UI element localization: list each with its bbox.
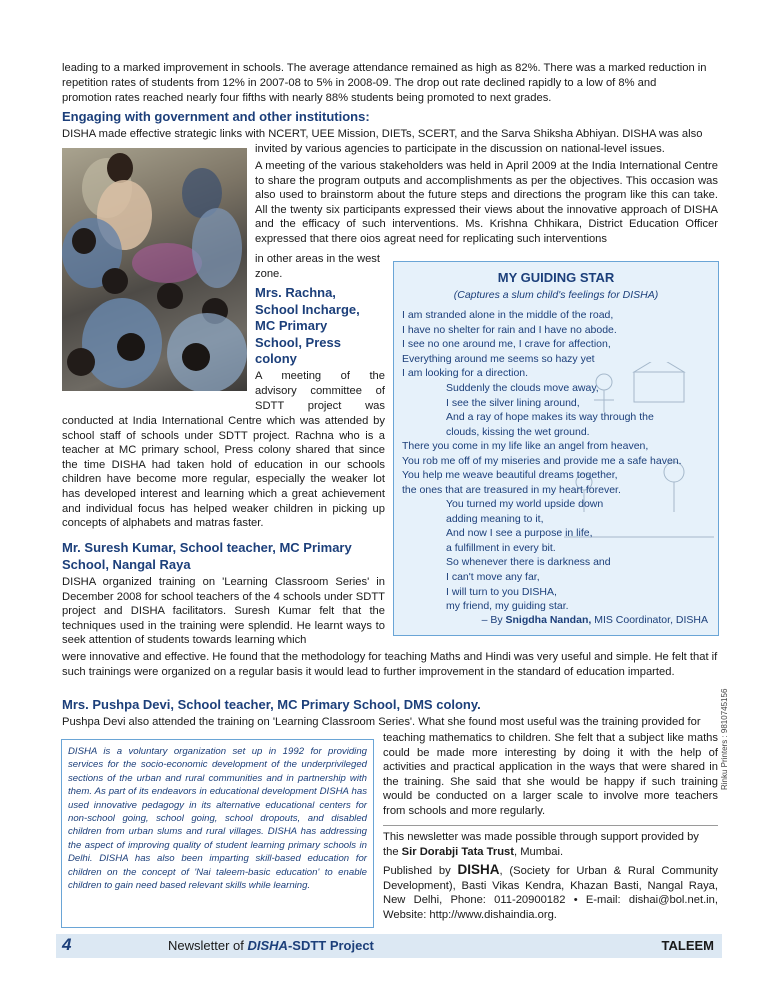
suresh-heading-line: School, Nangal Raya xyxy=(62,557,191,572)
engaging-cont-1: in other areas in the west xyxy=(255,253,380,265)
support-line-2 xyxy=(383,845,718,860)
poem-line: Suddenly the clouds move away, xyxy=(446,382,599,394)
poem-line: my friend, my guiding star. xyxy=(446,600,569,613)
poem-line: I can't move any far, xyxy=(446,570,540,583)
support-prefix: the xyxy=(383,846,402,858)
divider xyxy=(383,825,718,826)
support-suffix: , Mumbai. xyxy=(513,846,564,858)
intro-line-3: promotion rates reached nearly four fifths with nearly 88% students being promoted to next grades. xyxy=(62,92,552,104)
about-disha-text: DISHA is a voluntary organization set up in 1992 for providing services for the socio-economic development of the underprivileged sections of the urban and rural communities and in partnership with them. As part of its endeavors in educational development DISHA has used innovative pedagogy in its alternative educational centers for non-school going, school going, school dropouts, and disabled children from urban slums and rural villages. DISHA has addressing the aspect of improving quality of student learning primary schools in Delhi. DISHA has also been imparting skill-based education for children on the concept of 'Nai taleem-basic education' to enable children to gain need based relevant skills while learning. xyxy=(68,746,367,892)
poem-box xyxy=(393,261,719,636)
rachna-heading xyxy=(255,285,395,368)
rachna-heading-line: School, Press xyxy=(255,334,341,350)
footer-project: -SDTT Project xyxy=(287,938,374,953)
poem-line: a fulfillment in every bit. xyxy=(446,541,556,554)
suresh-paragraph: DISHA organized training on 'Learning Classroom Series' in December 2008 for school teachers of the 4 schools under SDTT project and DISHA facilitators. Suresh Kumar felt that the techniques used in the training were splendid. He learnt ways to seek attention of students towards learning which xyxy=(62,576,385,647)
poem-line: I will turn to you DISHA, xyxy=(446,585,557,598)
poem-credit-prefix: – By xyxy=(481,614,506,626)
poem-stanza-1 xyxy=(402,308,617,381)
poem-line: I am looking for a direction. xyxy=(402,367,529,380)
poem-line: Everything around me seems so hazy yet xyxy=(402,352,595,365)
footer-prefix: Newsletter of xyxy=(168,938,248,953)
publisher-name: DISHA xyxy=(457,862,500,877)
intro-line-2: repetition rates of students from 12% in 2007-08 to 5% in 2008-09. The drop out rate declined rapidly to a low of 8% and xyxy=(62,77,657,89)
engaging-line-1: DISHA made effective strategic links with NCERT, UEE Mission, DIETs, SCERT, and the Sarva Shiksha Abhiyan. DISHA was also xyxy=(62,128,703,140)
suresh-heading xyxy=(62,539,385,573)
rachna-heading-line: colony xyxy=(255,351,297,366)
poem-line: clouds, kissing the wet ground. xyxy=(446,425,590,438)
sponsor-name: Sir Dorabji Tata Trust xyxy=(401,846,514,858)
footer-bar xyxy=(56,934,722,958)
poem-line: the ones that are treasured in my heart forever. xyxy=(402,483,621,496)
suresh-continuation: were innovative and effective. He found that the methodology for teaching Maths and Hindi was very useful and simple. He felt that if such trainings were organized on a regular basis it would lead to further improvement in the standard of education imparted. xyxy=(62,651,718,678)
publisher-info xyxy=(383,863,718,922)
engaging-cont-2: zone. xyxy=(255,268,283,280)
footer-newsletter-title xyxy=(168,938,374,953)
support-line-1: This newsletter was made possible through support provided by xyxy=(383,831,699,843)
printer-credit: Rinku Printers : 9810745156 xyxy=(720,688,729,790)
poem-line: I see no one around me, I crave for affection, xyxy=(402,338,611,351)
engaging-line-2: invited by various agencies to participate in the discussion on national-level issues. xyxy=(255,143,665,155)
publisher-details: , (Society for Urban & Rural Community Development), Basti Vikas Kendra, Khazan Basti, Nangal Raya, New Delhi, Phone: 011-20900182 • E-mail: dishai@bol.net.in, Website: http://www.dishaindia.org. xyxy=(383,865,719,921)
poem-line: There you come in my life like an angel from heaven, xyxy=(402,440,649,452)
suresh-heading-line: Mr. Suresh Kumar, School teacher, MC Primary xyxy=(62,540,352,555)
poem-stanza-3 xyxy=(402,439,682,497)
poem-stanza-4 xyxy=(446,497,611,614)
about-disha-box xyxy=(61,739,374,928)
pushpa-line-1: Pushpa Devi also attended the training on 'Learning Classroom Series'. What she found most useful was the training provided for xyxy=(62,716,701,728)
poem-line: And now I see a purpose in life, xyxy=(446,527,593,540)
page-number: 4 xyxy=(62,935,72,954)
poem-line: adding meaning to it, xyxy=(446,512,544,525)
intro-line-1: leading to a marked improvement in schools. The average attendance remained as high as 82%. There was a marked reduction in xyxy=(62,62,707,74)
classroom-photo xyxy=(62,148,247,391)
poem-credit xyxy=(482,614,708,626)
rachna-heading-line: Mrs. Rachna, xyxy=(255,285,336,300)
poem-line: You turned my world upside down xyxy=(446,498,604,510)
poem-line: So whenever there is darkness and xyxy=(446,556,611,569)
rachna-heading-line: MC Primary xyxy=(255,318,328,333)
pushpa-paragraph: teaching mathematics to children. She felt that a subject like maths could be made more interesting by doing it with the help of activities and practical application in the ways that were shared in the training. She said that she would be happy if such training would be conducted on a larger scale to involve more teachers from schools and more regularly. xyxy=(383,732,718,817)
engaging-heading: Engaging with government and other institutions: xyxy=(62,109,370,124)
poem-line: And a ray of hope makes its way through the xyxy=(446,411,654,424)
poem-line: I see the silver lining around, xyxy=(446,396,580,409)
poem-credit-name: Snigdha Nandan, xyxy=(505,614,592,626)
rachna-lead-3: SDTT project was xyxy=(255,400,385,412)
publisher-prefix: Published by xyxy=(383,865,458,877)
poem-line: I am stranded alone in the middle of the road, xyxy=(402,309,614,321)
poem-stanza-2 xyxy=(446,381,654,439)
rachna-lead-1: A meeting of the xyxy=(255,370,385,382)
poem-credit-role: MIS Coordinator, DISHA xyxy=(591,614,708,626)
poem-line: You help me weave beautiful dreams together, xyxy=(402,469,618,482)
poem-line: I have no shelter for rain and I have no abode. xyxy=(402,323,617,336)
rachna-heading-line: School Incharge, xyxy=(255,301,360,317)
rachna-lead-2: advisory committee of xyxy=(255,385,385,397)
footer-brand: DISHA xyxy=(247,938,288,953)
poem-subtitle: (Captures a slum child's feelings for DISHA) xyxy=(453,289,659,301)
engaging-paragraph: A meeting of the various stakeholders was held in April 2009 at the India International Centre to share the program outputs and accomplishments as per the objectives. This occasion was also used to brainstorm about the future steps and directions the program like this can take. All the twenty six participants expressed their views about the innovative approach of DISHA and the efficacy of such interventions. Ms. Krishna Chhikara, District Education Officer expressed that there oios agreat need for replicating such interventions xyxy=(255,160,718,245)
rachna-paragraph: conducted at India International Centre which was attended by school staff of schools under SDTT project. Rachna who is a teacher at MC primary school, Press colony shared that since the time DISHA had taken hold of education in our schools children have become more regular, especially the weaker lot has developed interest and learning which a great achievement and individual focus has helped weaker children in picking up concepts of alphabets and matras faster. xyxy=(62,415,385,530)
pushpa-heading: Mrs. Pushpa Devi, School teacher, MC Primary School, DMS colony. xyxy=(62,697,481,712)
poem-title: MY GUIDING STAR xyxy=(497,270,615,285)
footer-taleem: TALEEM xyxy=(661,938,714,953)
poem-line: You rob me off of my miseries and provide me a safe haven. xyxy=(402,454,682,467)
